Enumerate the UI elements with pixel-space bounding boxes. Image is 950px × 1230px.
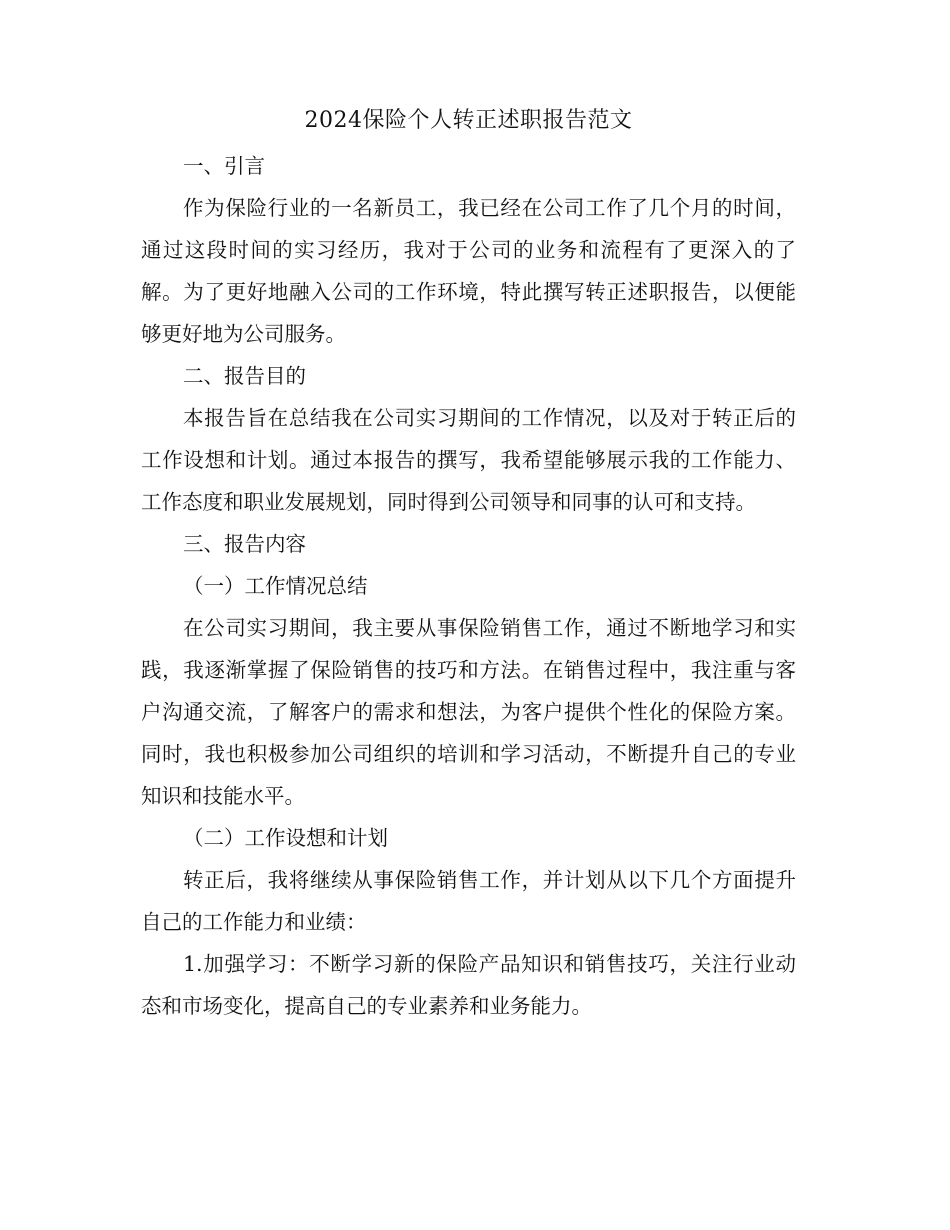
subsection-heading-work-plan: （二）工作设想和计划 bbox=[183, 826, 388, 850]
section-heading-purpose: 二、报告目的 bbox=[183, 364, 306, 388]
purpose-paragraph: 本报告旨在总结我在公司实习期间的工作情况，以及对于转正后的工作设想和计划。通过本报告的撰写，我希望能够展示我的工作能力、工作态度和职业发展规划，同时得到公司领导和同事的认可和支持。 bbox=[141, 406, 796, 514]
document-title: 2024保险个人转正述职报告范文 bbox=[304, 108, 633, 133]
work-summary-paragraph: 在公司实习期间，我主要从事保险销售工作，通过不断地学习和实践，我逐渐掌握了保险销售的技巧和方法。在销售过程中，我注重与客户沟通交流，了解客户的需求和想法，为客户提供个性化的保险方案。同时，我也积极参加公司组织的培训和学习活动，不断提升自己的专业知识和技能水平。 bbox=[141, 616, 796, 808]
work-plan-paragraph: 转正后，我将继续从事保险销售工作，并计划从以下几个方面提升自己的工作能力和业绩： bbox=[141, 868, 796, 934]
subsection-heading-work-summary: （一）工作情况总结 bbox=[183, 574, 368, 598]
plan-item-1: 1.加强学习：不断学习新的保险产品知识和销售技巧，关注行业动态和市场变化，提高自己的专业素养和业务能力。 bbox=[141, 952, 796, 1018]
document-body bbox=[141, 100, 796, 1027]
section-heading-content: 三、报告内容 bbox=[183, 532, 306, 556]
section-heading-introduction: 一、引言 bbox=[183, 154, 265, 178]
introduction-paragraph: 作为保险行业的一名新员工，我已经在公司工作了几个月的时间，通过这段时间的实习经历，我对于公司的业务和流程有了更深入的了解。为了更好地融入公司的工作环境，特此撰写转正述职报告，以便能够更好地为公司服务。 bbox=[141, 196, 796, 346]
